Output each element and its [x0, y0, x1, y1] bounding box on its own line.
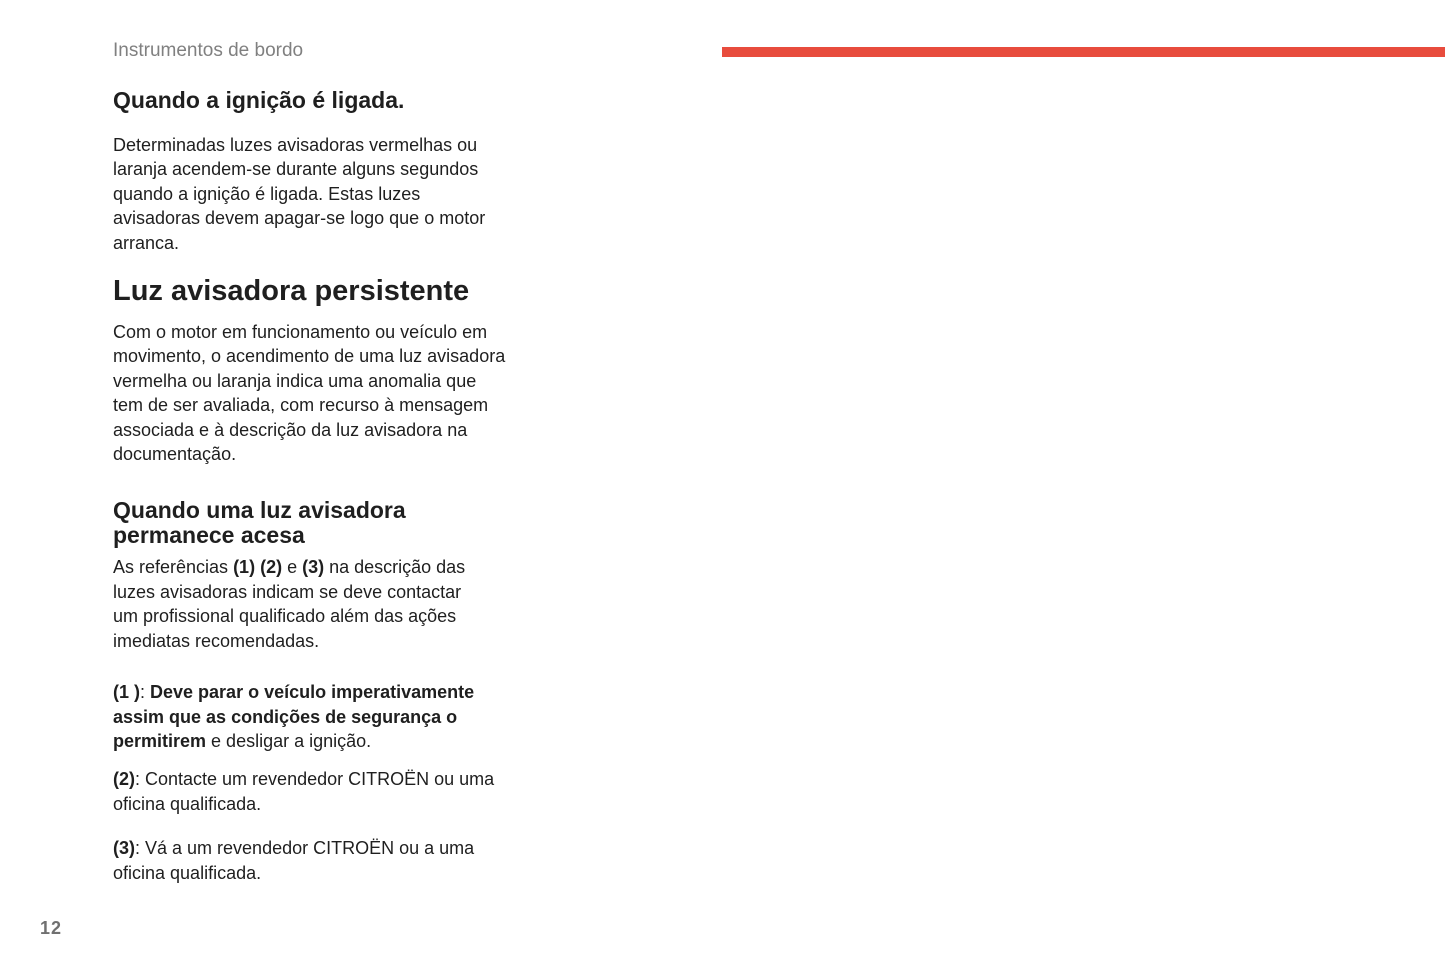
note-1-ref: (1 ): [113, 682, 140, 703]
paragraph-prefix: As referências: [113, 557, 234, 578]
note-3: [113, 836, 498, 885]
heading-stays-on: Quando uma luz avisadora permanece acesa: [113, 497, 406, 549]
note-2-ref: (2): [113, 769, 135, 790]
reference-1: (1): [233, 557, 256, 578]
note-3-ref: (3): [113, 838, 135, 859]
note-2: [113, 767, 508, 816]
page-number: 12: [40, 918, 63, 938]
note-1-bold-text: Deve parar o veículo imperativamente assim que as condições de segurança o permitirem: [113, 682, 475, 751]
heading-persistent: Luz avisadora persistente: [113, 275, 470, 308]
note-1: [113, 680, 503, 753]
paragraph-suffix: na descrição das luzes avisadoras indicam se deve contactar um profissional qualificado além das ações imediatas recomendadas.: [113, 557, 466, 651]
reference-3: (3): [302, 557, 325, 578]
paragraph-connector: e: [282, 557, 303, 578]
paragraph-persistent: Com o motor em funcionamento ou veículo em movimento, o acendimento de uma luz avisadora vermelha ou laranja indica uma anomalia que tem de ser avaliada, com recurso à mensagem associada e à descrição da luz avisadora na documentação.: [113, 322, 506, 465]
note-1-text: e desligar a ignição.: [206, 730, 372, 751]
paragraph-ignition: Determinadas luzes avisadoras vermelhas ou laranja acendem-se durante alguns segundos quando a ignição é ligada. Estas luzes avisadoras devem apagar-se logo que o motor arranca.: [113, 135, 486, 253]
note-3-text: : Vá a um revendedor CITROËN ou a uma oficina qualificada.: [113, 838, 475, 883]
accent-bar: [722, 47, 1445, 57]
reference-2: (2): [260, 557, 283, 578]
main-column: [113, 84, 513, 885]
heading-ignition: Quando a ignição é ligada.: [113, 87, 405, 113]
running-title: Instrumentos de bordo: [113, 40, 304, 61]
note-1-sep: :: [140, 682, 151, 703]
note-2-text: : Contacte um revendedor CITROËN ou uma oficina qualificada.: [113, 769, 495, 814]
paragraph-stays-on: [113, 555, 483, 653]
